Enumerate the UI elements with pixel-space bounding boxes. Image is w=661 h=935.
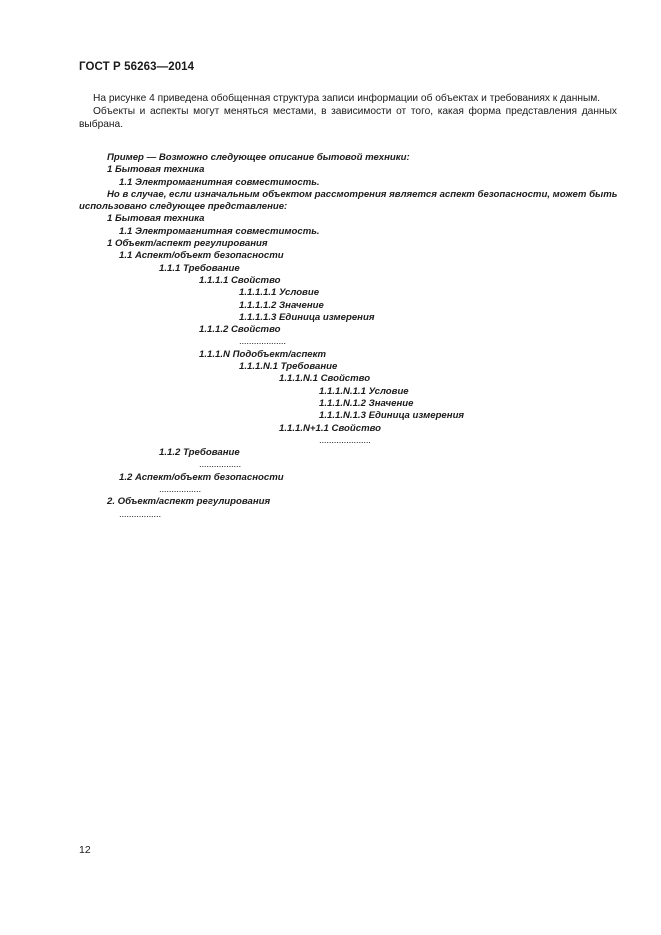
example-block (79, 152, 619, 521)
ellipsis-line: ................. (119, 508, 161, 520)
example-line: 1.1 Электромагнитная совместимость. (119, 176, 320, 188)
example-line: 1.1.1.1 Свойство (199, 274, 281, 286)
example-line: 1 Бытовая техника (107, 213, 205, 225)
example-line: 1.1.1.2 Свойство (199, 324, 281, 336)
example-line: 1.1.1 Требование (159, 262, 240, 274)
example-line: 1.1.1.N.1.1 Условие (319, 385, 409, 397)
document-header: ГОСТ Р 56263—2014 (79, 61, 195, 73)
page-number: 12 (79, 844, 91, 856)
example-line: 1.1 Электромагнитная совместимость. (119, 225, 320, 237)
example-line: 1.1.1.N.1.3 Единица измерения (319, 410, 465, 422)
ellipsis-line: ................. (199, 459, 241, 471)
example-line: 2. Объект/аспект регулирования (107, 496, 271, 508)
ellipsis-line: ................. (159, 484, 201, 496)
ellipsis-line: ................... (239, 336, 286, 348)
example-paragraph: Но в случае, если изначальным объектом рассмотрения является аспект безопасности, может быть использовано следующее представление: (79, 188, 618, 213)
intro-paragraph: Объекты и аспекты могут меняться местами, в зависимости от того, какая форма представления данных выбрана. (79, 106, 617, 130)
example-line: 1.1.1.N.1 Свойство (279, 373, 371, 385)
example-line: 1.2 Аспект/объект безопасности (119, 471, 284, 483)
ellipsis-line: ..................... (319, 434, 371, 446)
intro-text (79, 92, 617, 131)
example-line: 1.1.1.N.1.2 Значение (319, 397, 414, 409)
example-line: 1 Объект/аспект регулирования (107, 238, 268, 250)
example-line: 1.1.1.1.3 Единица измерения (239, 311, 375, 323)
example-line: 1.1.1.N.1 Требование (239, 361, 338, 373)
example-line: 1 Бытовая техника (107, 164, 205, 176)
example-line: 1.1 Аспект/объект безопасности (119, 250, 284, 262)
example-line: 1.1.1.N+1.1 Свойство (279, 422, 382, 434)
example-heading: Пример — Возможно следующее описание бытовой техники: (107, 152, 410, 163)
example-line: 1.1.1.1.1 Условие (239, 287, 320, 299)
example-line: 1.1.2 Требование (159, 447, 240, 459)
example-line: 1.1.1.N Подобъект/аспект (199, 348, 327, 360)
intro-paragraph: На рисунке 4 приведена обобщенная структура записи информации об объектах и требованиях к данным. (93, 93, 601, 104)
example-line: 1.1.1.1.2 Значение (239, 299, 324, 311)
